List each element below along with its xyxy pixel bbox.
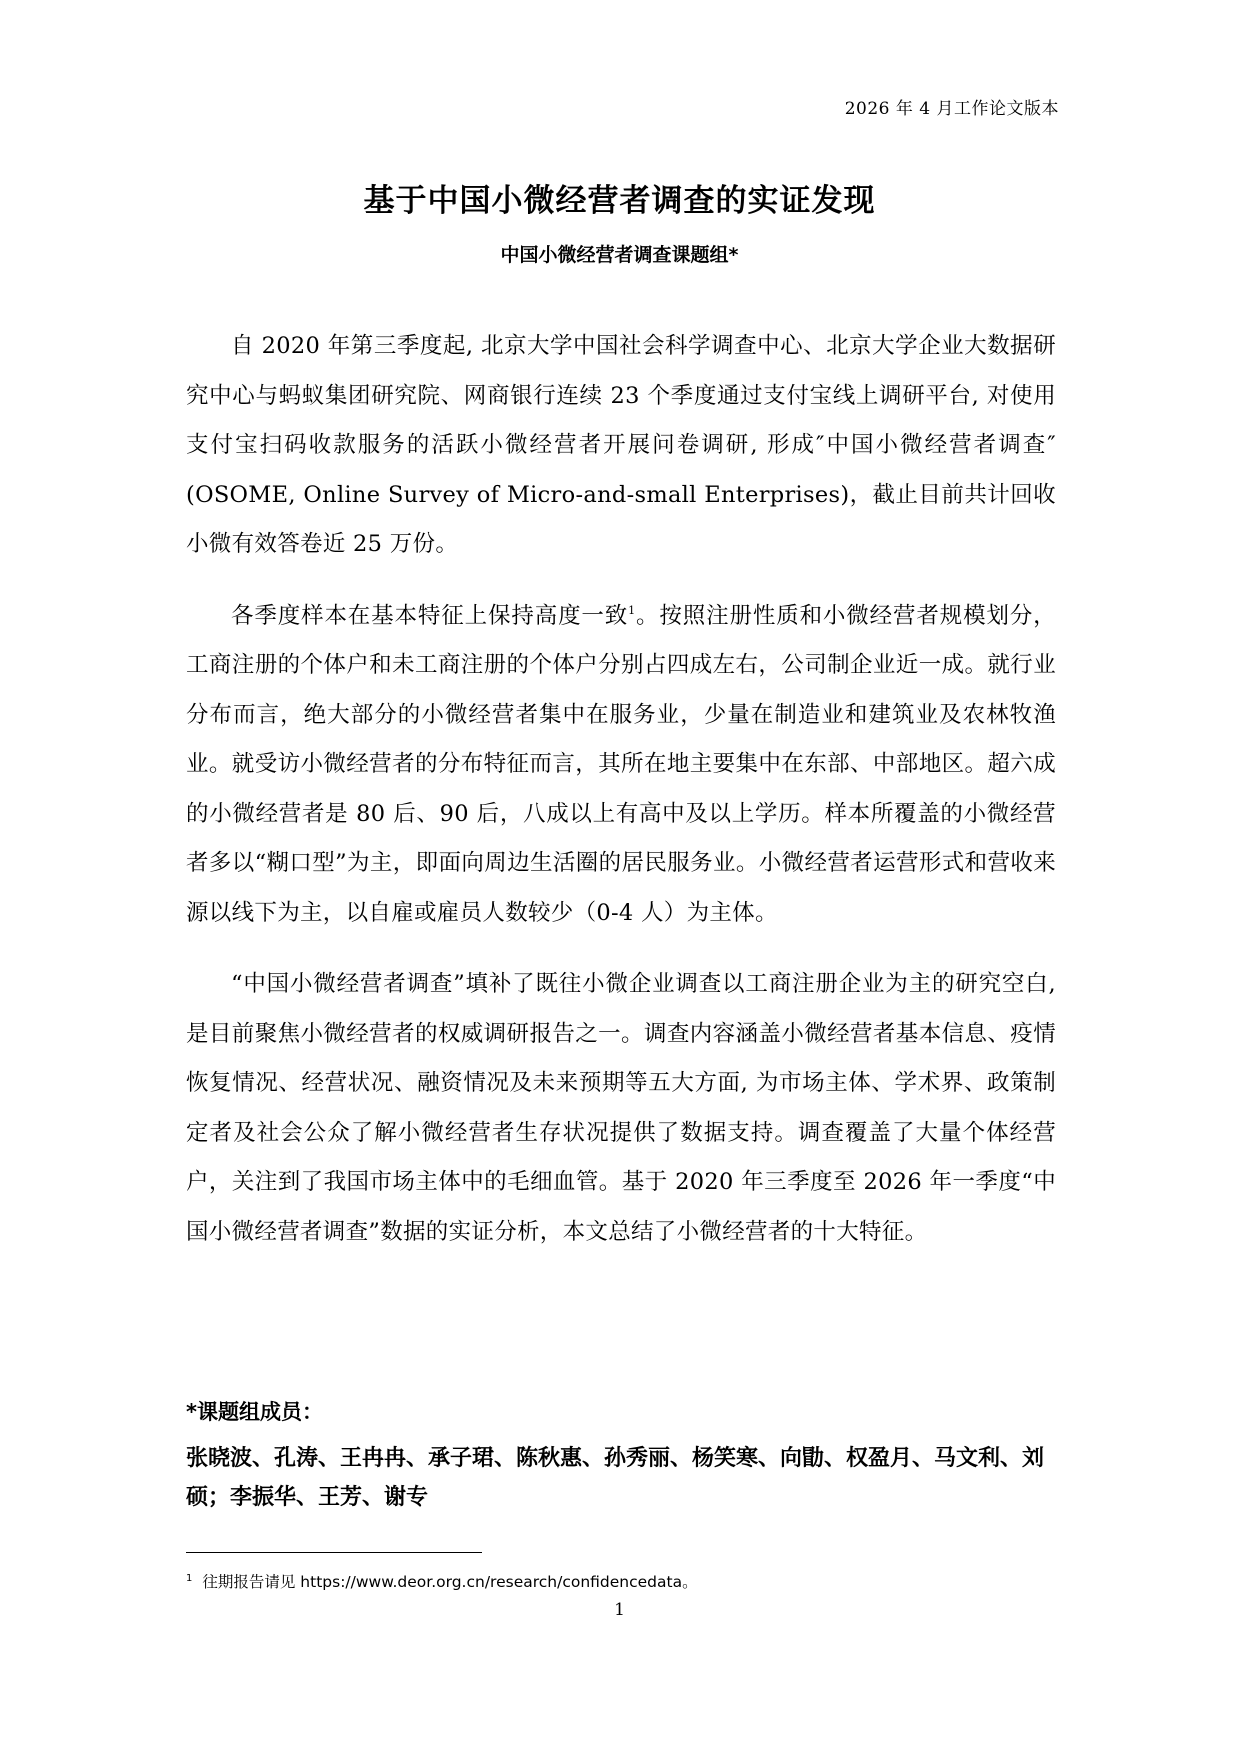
author-group: 中国小微经营者调查课题组*: [500, 244, 739, 266]
page-number: 1: [614, 1600, 625, 1620]
paragraph-2: [186, 592, 1056, 939]
paragraph-2-rest: 。按照注册性质和小微经营者规模划分，工商注册的个体户和未工商注册的个体户分别占四成左右，公司制企业近一成。就行业分布而言，绝大部分的小微经营者集中在服务业，少量在制造业和建筑业及农林牧渔业。就受访小微经营者的分布特征而言，其所在地主要集中在东部、中部地区。超六成的小微经营者是 80 后、90 后，八成以上有高中及以上学历。样本所覆盖的小微经营者多以“糊口型”为主，即面向周边生活圈的居民服务业。小微经营者运营形式和营收来源以线下为主，以自雇或雇员人数较少（0-4 人）为主体。: [186, 602, 1056, 926]
version-note: 2026 年 4 月工作论文版本: [844, 99, 1059, 119]
team-members: [186, 1393, 1066, 1517]
paragraph-1: 自 2020 年第三季度起, 北京大学中国社会科学调查中心、北京大学企业大数据研究中心与蚂蚁集团研究院、网商银行连续 23 个季度通过支付宝线上调研平台, 对使用支付宝扫码收款服务的活跃小微经营者开展问卷调研, 形成″中国小微经营者调查″(OSOME, Online Survey of Micro-and-small Enterprises)，截止目前共计回收小微有效答卷近 25 万份。: [186, 333, 1056, 557]
body-text: [186, 322, 1056, 1279]
members-list: 张晓波、孔涛、王冉冉、承子珺、陈秋惠、孙秀丽、杨笑寒、向勖、权盈月、马文利、刘硕；李振华、王芳、谢专: [186, 1446, 1045, 1510]
footnote-reference[interactable]: 1: [628, 603, 636, 617]
footnote-mark: 1: [186, 1573, 193, 1584]
paragraph-2-lead: 各季度样本在基本特征上保持高度一致: [231, 602, 629, 629]
paper-title: 基于中国小微经营者调查的实证发现: [363, 183, 876, 219]
paragraph-3: “中国小微经营者调查”填补了既往小微企业调查以工商注册企业为主的研究空白, 是目前聚焦小微经营者的权威调研报告之一。调查内容涵盖小微经营者基本信息、疫情恢复情况、经营状况、融资情况及未来预期等五大方面, 为市场主体、学术界、政策制定者及社会公众了解小微经营者生存状况提供了数据支持。调查覆盖了大量个体经营户，关注到了我国市场主体中的毛细血管。基于 2020 年三季度至 2026 年一季度“中国小微经营者调查”数据的实证分析，本文总结了小微经营者的十大特征。: [186, 971, 1056, 1245]
members-heading: *课题组成员：: [186, 1400, 323, 1424]
footnote-text[interactable]: 往期报告请见 https://www.deor.org.cn/research/confidencedata。: [202, 1573, 698, 1591]
footnote: [186, 1567, 1066, 1594]
footnote-divider: [186, 1552, 482, 1553]
